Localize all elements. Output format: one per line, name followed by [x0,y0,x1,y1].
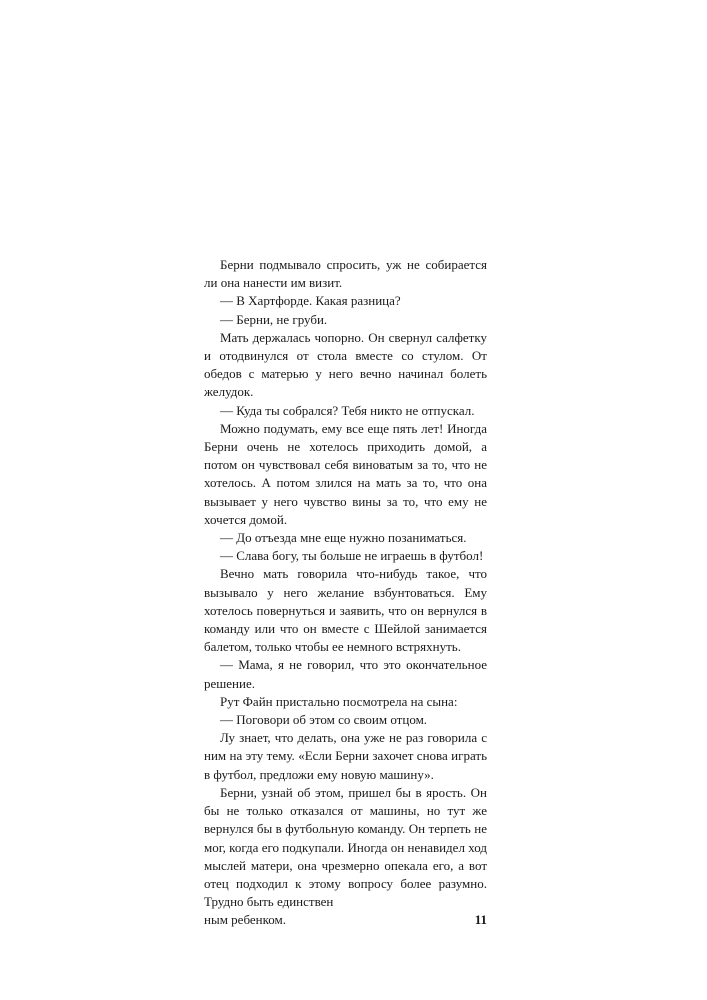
paragraph: Берни подмывало спросить, уж не собирается ли она нанести им визит. [204,257,487,291]
paragraph: — Куда ты собрался? Тебя никто не отпускал. [220,402,475,418]
paragraph: — Слава богу, ты больше не играешь в футбол! [220,548,484,564]
paragraph: — Мама, я не говорил, что это окончательное решение. [204,657,487,691]
page-text [204,256,487,930]
page-footer [204,911,487,929]
paragraph: — Поговори об этом со своим отцом. [220,712,428,728]
paragraph: — В Хартфорде. Какая разница? [220,293,401,309]
paragraph: Берни, узнай об этом, пришел бы в ярость. Он бы не только отказался от машины, но тут же вернулся бы в футбольную команду. Он терпеть не мог, когда его подкупали. Иногда он ненавидел ход мыслей матери, она чрезмерно опекала его, а вот отец подходил к этому вопросу более разумно. Трудно быть единствен [204,784,487,910]
page-number: 11 [474,912,487,928]
paragraph: Рут Файн пристально посмотрела на сына: [220,693,458,709]
paragraph-continuation: ным ребенком. [204,912,286,928]
paragraph: Вечно мать говорила что-нибудь такое, что вызывало у него желание взбунтоваться. Ему хотелось повернуться и заявить, что он вернулся в команду или что он вместе с Шейлой занимается балетом, только чтобы ее немного встряхнуть. [204,566,487,655]
paragraph: Мать держалась чопорно. Он свернул салфетку и отодвинулся от стола вместе со стулом. От обедов с матерью у него вечно начинал болеть желудок. [204,329,487,400]
paragraph: Лу знает, что делать, она уже не раз говорила с ним на эту тему. «Если Берни захочет снова играть в футбол, предложи ему новую машину». [204,730,487,782]
paragraph: Можно подумать, ему все еще пять лет! Иногда Берни очень не хотелось приходить домой, а потом он чувствовал себя виноватым за то, что не хотелось. А потом злился на мать за то, что она вызывает у него чувство вины за то, что ему не хочется домой. [204,420,487,527]
paragraph: — Берни, не груби. [220,311,328,327]
paragraph: — До отъезда мне еще нужно позаниматься. [220,530,467,546]
